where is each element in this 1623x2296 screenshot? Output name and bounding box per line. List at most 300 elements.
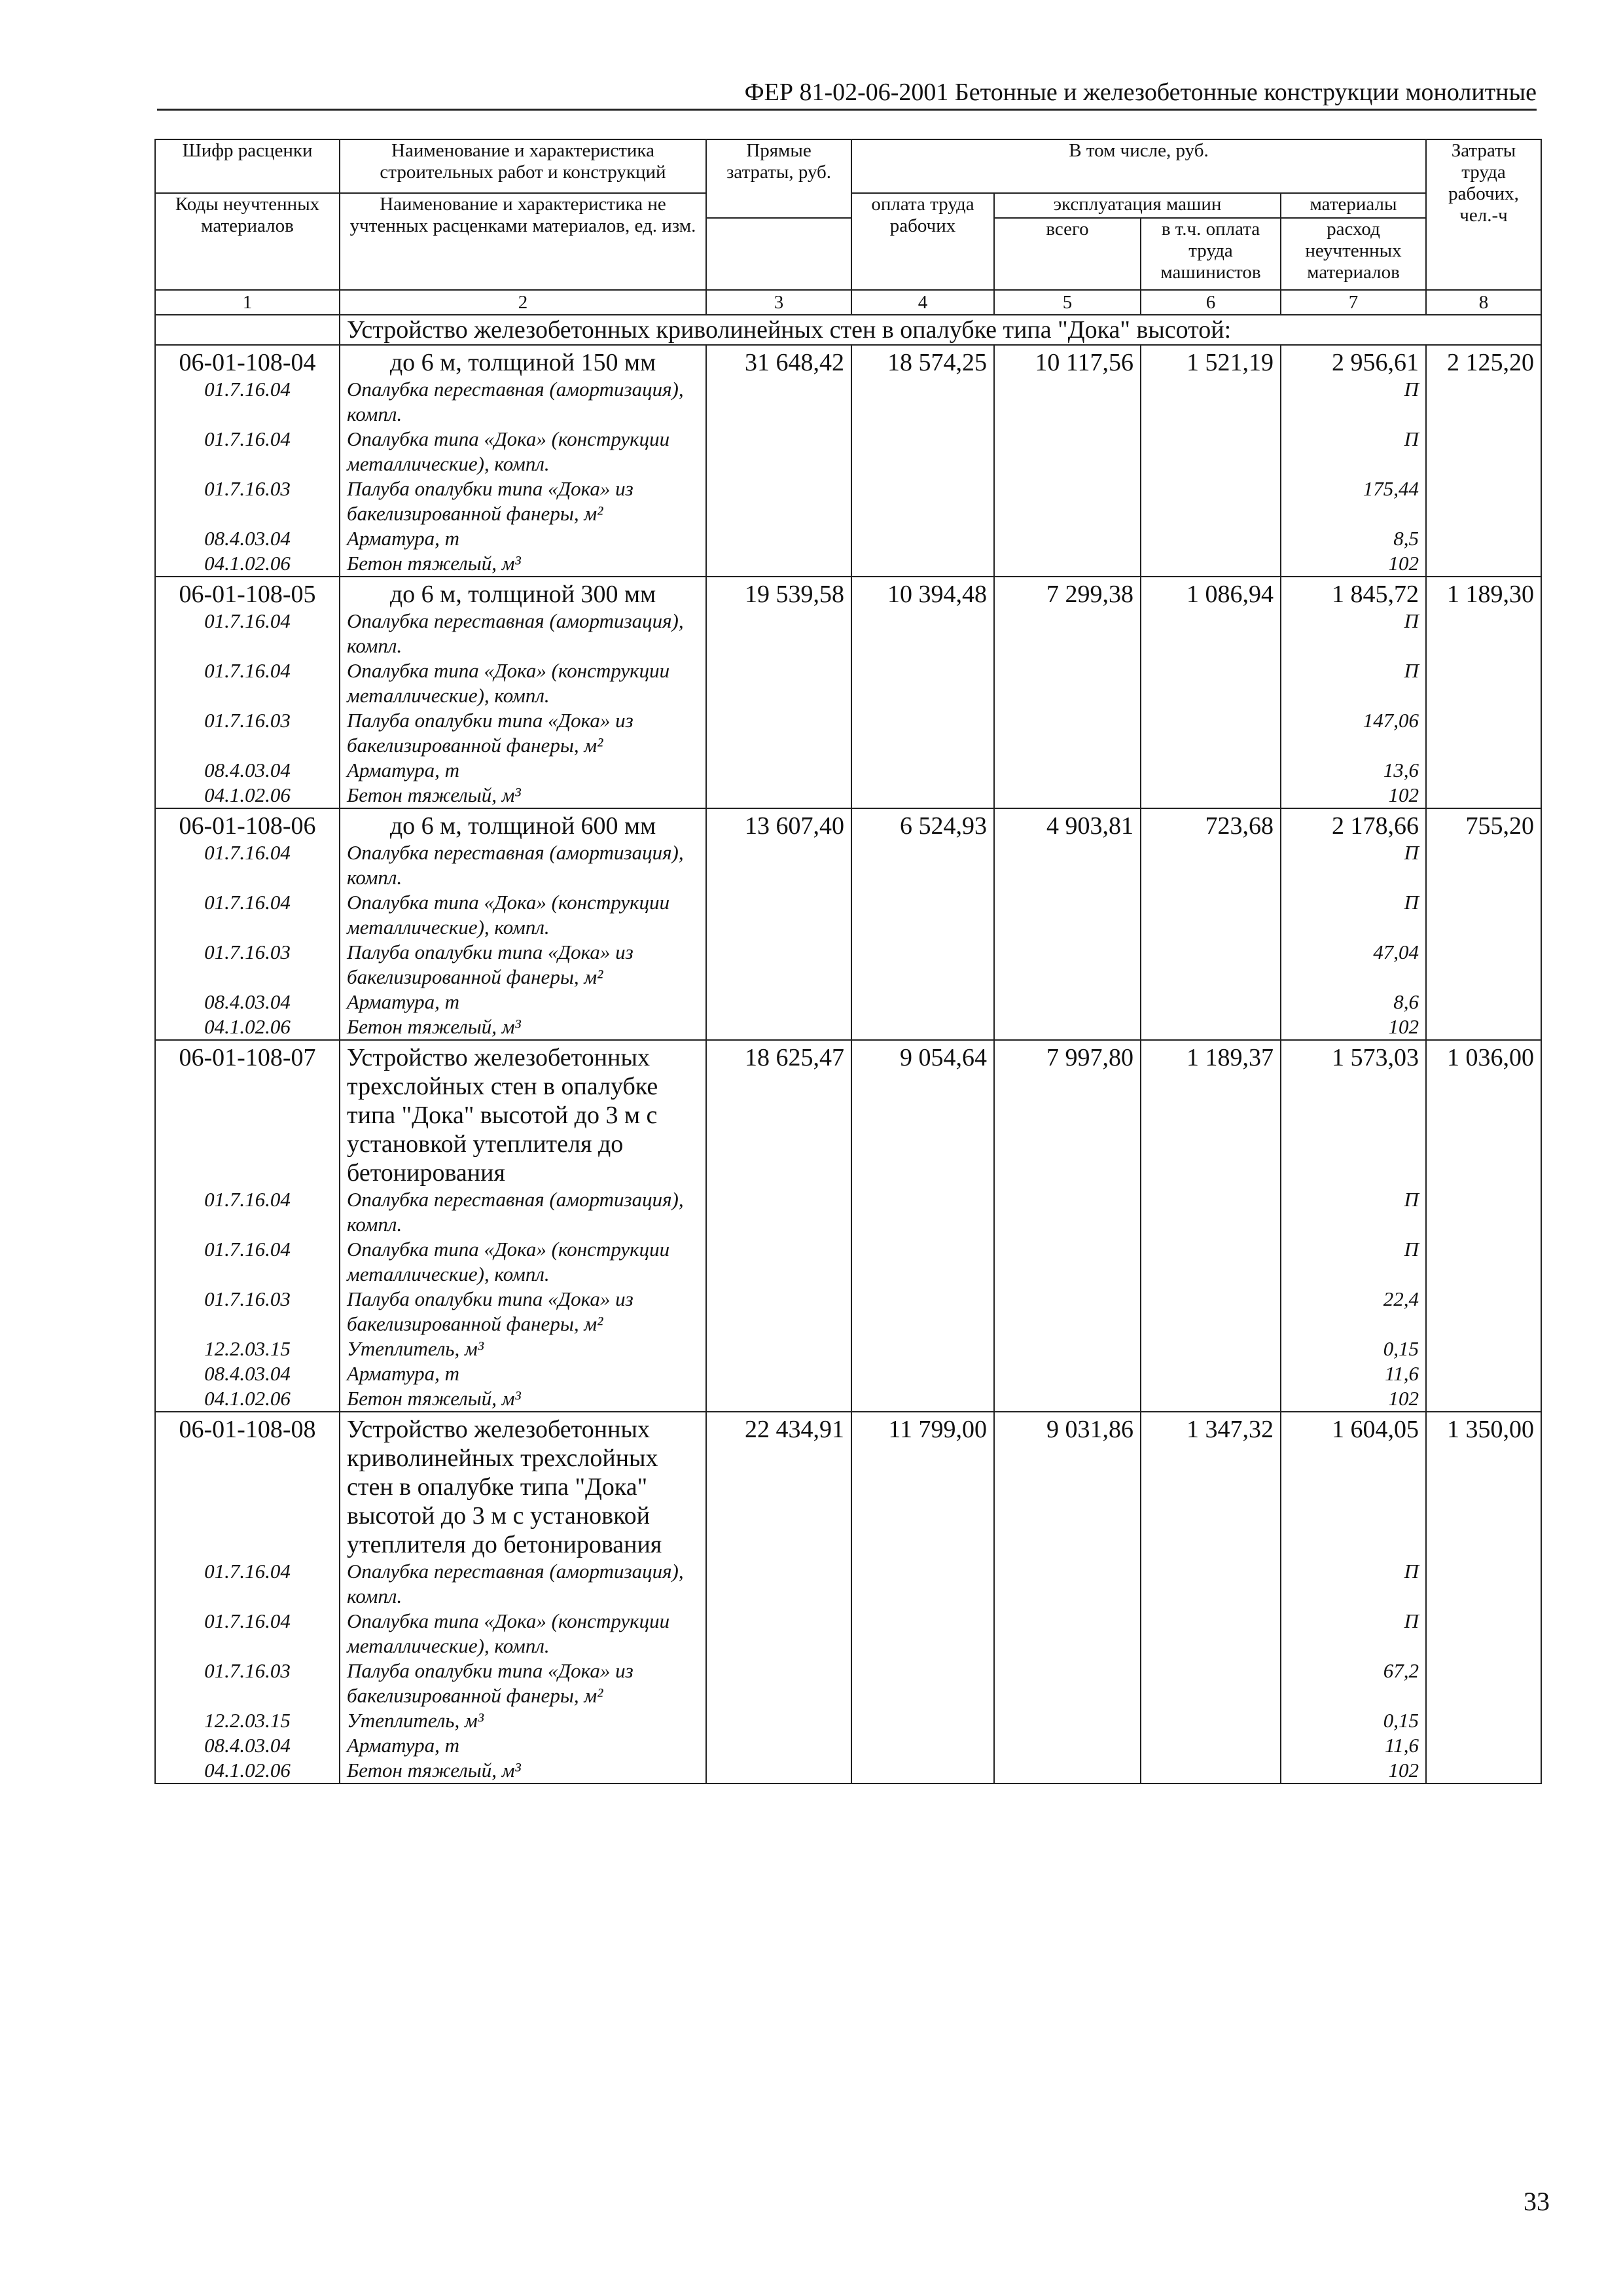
- empty-cell: [851, 1361, 994, 1386]
- material-row: [155, 658, 1541, 708]
- empty-cell: [1426, 990, 1541, 1014]
- material-row: [155, 526, 1541, 551]
- empty-cell: [706, 1708, 851, 1733]
- empty-cell: [1426, 1386, 1541, 1412]
- column-number: 1: [155, 290, 340, 315]
- rate-labor-pay: 11 799,00: [851, 1412, 994, 1559]
- material-row: [155, 551, 1541, 577]
- material-consumption: 22,4: [1281, 1287, 1426, 1336]
- material-code: 01.7.16.03: [155, 476, 340, 526]
- material-name: Палуба опалубки типа «Дока» из бакелизированной фанеры, м²: [340, 940, 706, 990]
- material-consumption: 11,6: [1281, 1361, 1426, 1386]
- material-row: [155, 783, 1541, 808]
- material-row: [155, 758, 1541, 783]
- empty-cell: [994, 1336, 1141, 1361]
- material-code: 08.4.03.04: [155, 990, 340, 1014]
- header-direct-spacer: [706, 218, 851, 290]
- material-consumption: П: [1281, 1187, 1426, 1237]
- empty-cell: [994, 476, 1141, 526]
- header-materials-group: материалы: [1281, 193, 1426, 218]
- empty-cell: [1141, 1758, 1281, 1784]
- empty-cell: [1141, 427, 1281, 476]
- material-consumption: П: [1281, 1609, 1426, 1659]
- empty-cell: [851, 940, 994, 990]
- empty-cell: [706, 1386, 851, 1412]
- material-consumption: П: [1281, 658, 1426, 708]
- empty-cell: [1426, 1609, 1541, 1659]
- empty-cell: [706, 1336, 851, 1361]
- rate-labor-hours: 2 125,20: [1426, 345, 1541, 377]
- material-row: [155, 1361, 1541, 1386]
- empty-cell: [1426, 890, 1541, 940]
- empty-cell: [851, 708, 994, 758]
- empty-cell: [994, 526, 1141, 551]
- material-code: 04.1.02.06: [155, 551, 340, 577]
- empty-cell: [706, 1237, 851, 1287]
- empty-cell: [1426, 1336, 1541, 1361]
- material-name: Арматура, т: [340, 526, 706, 551]
- material-name: Бетон тяжелый, м³: [340, 551, 706, 577]
- empty-cell: [1141, 658, 1281, 708]
- material-consumption: 175,44: [1281, 476, 1426, 526]
- material-row: [155, 476, 1541, 526]
- rate-materials: 2 956,61: [1281, 345, 1426, 377]
- material-name: Бетон тяжелый, м³: [340, 1758, 706, 1784]
- material-row: [155, 1758, 1541, 1784]
- material-consumption: 47,04: [1281, 940, 1426, 990]
- empty-cell: [851, 377, 994, 427]
- rate-name: до 6 м, толщиной 150 мм: [340, 345, 706, 377]
- empty-cell: [1141, 476, 1281, 526]
- empty-cell: [1426, 783, 1541, 808]
- column-number: 3: [706, 290, 851, 315]
- rate-machinist-pay: 1 521,19: [1141, 345, 1281, 377]
- empty-cell: [706, 551, 851, 577]
- material-code: 04.1.02.06: [155, 1386, 340, 1412]
- material-code: 01.7.16.04: [155, 1609, 340, 1659]
- empty-cell: [706, 1014, 851, 1040]
- material-row: [155, 1609, 1541, 1659]
- empty-cell: [706, 1733, 851, 1758]
- material-consumption: П: [1281, 1559, 1426, 1609]
- empty-cell: [994, 1609, 1141, 1659]
- material-consumption: 11,6: [1281, 1733, 1426, 1758]
- empty-cell: [851, 1187, 994, 1237]
- empty-cell: [994, 783, 1141, 808]
- rate-name: до 6 м, толщиной 300 мм: [340, 577, 706, 609]
- empty-cell: [851, 658, 994, 708]
- rate-row: [155, 577, 1541, 609]
- material-code: 01.7.16.04: [155, 840, 340, 890]
- column-number: 2: [340, 290, 706, 315]
- header-rate-code: Шифр расценки: [155, 139, 340, 193]
- material-name: Бетон тяжелый, м³: [340, 1386, 706, 1412]
- empty-cell: [706, 1361, 851, 1386]
- material-consumption: 8,5: [1281, 526, 1426, 551]
- empty-cell: [994, 658, 1141, 708]
- material-name: Арматура, т: [340, 990, 706, 1014]
- empty-cell: [994, 1733, 1141, 1758]
- empty-cell: [706, 476, 851, 526]
- empty-cell: [1426, 1733, 1541, 1758]
- header-material-consumption: расход неучтенных материалов: [1281, 218, 1426, 290]
- material-name: Опалубка переставная (амортизация), компл.: [340, 1559, 706, 1609]
- material-code: 01.7.16.03: [155, 1659, 340, 1708]
- material-row: [155, 427, 1541, 476]
- material-code: 08.4.03.04: [155, 758, 340, 783]
- material-code: 01.7.16.03: [155, 940, 340, 990]
- material-row: [155, 890, 1541, 940]
- empty-cell: [1426, 1758, 1541, 1784]
- empty-cell: [1426, 940, 1541, 990]
- material-code: 01.7.16.04: [155, 1559, 340, 1609]
- empty-cell: [1141, 1336, 1281, 1361]
- column-number-row: [155, 290, 1541, 315]
- material-code: 01.7.16.04: [155, 427, 340, 476]
- empty-cell: [994, 1708, 1141, 1733]
- material-name: Опалубка типа «Дока» (конструкции металлические), компл.: [340, 1609, 706, 1659]
- empty-cell: [706, 1758, 851, 1784]
- empty-cell: [994, 708, 1141, 758]
- material-code: 01.7.16.04: [155, 890, 340, 940]
- empty-cell: [706, 940, 851, 990]
- empty-cell: [851, 526, 994, 551]
- empty-cell: [994, 1014, 1141, 1040]
- material-name: Опалубка переставная (амортизация), компл.: [340, 609, 706, 658]
- empty-cell: [1141, 1559, 1281, 1609]
- material-consumption: П: [1281, 1237, 1426, 1287]
- empty-cell: [994, 1659, 1141, 1708]
- section-title-spacer: [155, 315, 340, 345]
- rate-labor-pay: 10 394,48: [851, 577, 994, 609]
- empty-cell: [851, 1733, 994, 1758]
- empty-cell: [851, 427, 994, 476]
- empty-cell: [706, 758, 851, 783]
- material-code: 01.7.16.03: [155, 708, 340, 758]
- material-name: Опалубка переставная (амортизация), компл.: [340, 377, 706, 427]
- header-machinist-pay: в т.ч. оплата труда машинистов: [1141, 218, 1281, 290]
- material-name: Палуба опалубки типа «Дока» из бакелизированной фанеры, м²: [340, 476, 706, 526]
- material-name: Утеплитель, м³: [340, 1708, 706, 1733]
- material-row: [155, 708, 1541, 758]
- header-work-name: Наименование и характеристика строительных работ и конструкций: [340, 139, 706, 193]
- empty-cell: [1141, 1659, 1281, 1708]
- empty-cell: [994, 1187, 1141, 1237]
- column-number: 6: [1141, 290, 1281, 315]
- empty-cell: [706, 1659, 851, 1708]
- rate-labor-pay: 6 524,93: [851, 808, 994, 840]
- material-name: Опалубка переставная (амортизация), компл.: [340, 1187, 706, 1237]
- empty-cell: [994, 1361, 1141, 1386]
- material-row: [155, 1559, 1541, 1609]
- rate-machines-total: 7 299,38: [994, 577, 1141, 609]
- material-consumption: 8,6: [1281, 990, 1426, 1014]
- empty-cell: [1141, 1287, 1281, 1336]
- page-number: 33: [1524, 2187, 1550, 2216]
- material-code: 04.1.02.06: [155, 1014, 340, 1040]
- empty-cell: [1141, 1237, 1281, 1287]
- material-row: [155, 609, 1541, 658]
- empty-cell: [1426, 551, 1541, 577]
- column-number: 4: [851, 290, 994, 315]
- rate-machines-total: 9 031,86: [994, 1412, 1141, 1559]
- empty-cell: [851, 1336, 994, 1361]
- material-name: Палуба опалубки типа «Дока» из бакелизированной фанеры, м²: [340, 1287, 706, 1336]
- empty-cell: [851, 783, 994, 808]
- material-name: Утеплитель, м³: [340, 1336, 706, 1361]
- material-name: Арматура, т: [340, 758, 706, 783]
- empty-cell: [1141, 1361, 1281, 1386]
- empty-cell: [706, 1609, 851, 1659]
- material-row: [155, 1733, 1541, 1758]
- rate-machinist-pay: 1 189,37: [1141, 1040, 1281, 1187]
- material-consumption: П: [1281, 427, 1426, 476]
- empty-cell: [994, 940, 1141, 990]
- empty-cell: [994, 551, 1141, 577]
- empty-cell: [706, 377, 851, 427]
- empty-cell: [851, 1659, 994, 1708]
- empty-cell: [1141, 609, 1281, 658]
- rate-machines-total: 7 997,80: [994, 1040, 1141, 1187]
- empty-cell: [1141, 840, 1281, 890]
- empty-cell: [1141, 1708, 1281, 1733]
- empty-cell: [1426, 658, 1541, 708]
- material-code: 01.7.16.04: [155, 377, 340, 427]
- material-consumption: 147,06: [1281, 708, 1426, 758]
- empty-cell: [1141, 1014, 1281, 1040]
- header-machines-group: эксплуатация машин: [994, 193, 1281, 218]
- empty-cell: [706, 526, 851, 551]
- empty-cell: [1141, 1609, 1281, 1659]
- empty-cell: [994, 1559, 1141, 1609]
- rate-materials: 1 573,03: [1281, 1040, 1426, 1187]
- empty-cell: [706, 840, 851, 890]
- material-code: 01.7.16.03: [155, 1287, 340, 1336]
- rate-code: 06-01-108-05: [155, 577, 340, 609]
- empty-cell: [851, 476, 994, 526]
- rate-machinist-pay: 1 347,32: [1141, 1412, 1281, 1559]
- header-labor-hours: Затраты труда рабочих, чел.-ч: [1426, 139, 1541, 290]
- header-machines-total: всего: [994, 218, 1141, 290]
- rate-labor-hours: 1 189,30: [1426, 577, 1541, 609]
- empty-cell: [994, 758, 1141, 783]
- rate-name: до 6 м, толщиной 600 мм: [340, 808, 706, 840]
- rate-machinist-pay: 1 086,94: [1141, 577, 1281, 609]
- empty-cell: [851, 1386, 994, 1412]
- empty-cell: [1426, 708, 1541, 758]
- material-row: [155, 1237, 1541, 1287]
- empty-cell: [706, 427, 851, 476]
- material-row: [155, 1659, 1541, 1708]
- material-row: [155, 377, 1541, 427]
- material-name: Опалубка типа «Дока» (конструкции металлические), компл.: [340, 658, 706, 708]
- rate-direct-costs: 13 607,40: [706, 808, 851, 840]
- rate-labor-hours: 1 036,00: [1426, 1040, 1541, 1187]
- empty-cell: [1426, 476, 1541, 526]
- rate-code: 06-01-108-04: [155, 345, 340, 377]
- material-row: [155, 990, 1541, 1014]
- header-material-codes: Коды неучтенных материалов: [155, 193, 340, 290]
- material-code: 12.2.03.15: [155, 1336, 340, 1361]
- rate-name: Устройство железобетонных криволинейных трехслойных стен в опалубке типа "Дока" высотой до 3 м с установкой утеплителя до бетонирования: [340, 1412, 706, 1559]
- empty-cell: [994, 990, 1141, 1014]
- rate-code: 06-01-108-07: [155, 1040, 340, 1187]
- material-name: Палуба опалубки типа «Дока» из бакелизированной фанеры, м²: [340, 708, 706, 758]
- empty-cell: [851, 1287, 994, 1336]
- material-name: Палуба опалубки типа «Дока» из бакелизированной фанеры, м²: [340, 1659, 706, 1708]
- rate-row: [155, 1412, 1541, 1559]
- empty-cell: [1141, 1187, 1281, 1237]
- material-consumption: П: [1281, 609, 1426, 658]
- material-row: [155, 1386, 1541, 1412]
- empty-cell: [1141, 783, 1281, 808]
- column-number: 8: [1426, 290, 1541, 315]
- material-name: Бетон тяжелый, м³: [340, 1014, 706, 1040]
- material-consumption: 102: [1281, 1014, 1426, 1040]
- empty-cell: [1426, 1014, 1541, 1040]
- empty-cell: [994, 1287, 1141, 1336]
- rate-name: Устройство железобетонных трехслойных стен в опалубке типа "Дока" высотой до 3 м с установкой утеплителя до бетонирования: [340, 1040, 706, 1187]
- material-code: 01.7.16.04: [155, 1237, 340, 1287]
- rate-row: [155, 345, 1541, 377]
- material-consumption: 102: [1281, 783, 1426, 808]
- material-consumption: 0,15: [1281, 1708, 1426, 1733]
- material-name: Опалубка переставная (амортизация), компл.: [340, 840, 706, 890]
- empty-cell: [1141, 990, 1281, 1014]
- rates-table: [154, 139, 1542, 1784]
- empty-cell: [994, 1386, 1141, 1412]
- empty-cell: [1426, 1708, 1541, 1733]
- material-consumption: П: [1281, 840, 1426, 890]
- empty-cell: [851, 758, 994, 783]
- empty-cell: [851, 1609, 994, 1659]
- material-row: [155, 1287, 1541, 1336]
- rate-machinist-pay: 723,68: [1141, 808, 1281, 840]
- material-row: [155, 1187, 1541, 1237]
- material-row: [155, 940, 1541, 990]
- empty-cell: [706, 783, 851, 808]
- empty-cell: [1141, 890, 1281, 940]
- material-name: Опалубка типа «Дока» (конструкции металлические), компл.: [340, 427, 706, 476]
- column-number: 5: [994, 290, 1141, 315]
- empty-cell: [1426, 377, 1541, 427]
- material-consumption: 67,2: [1281, 1659, 1426, 1708]
- rate-labor-pay: 18 574,25: [851, 345, 994, 377]
- empty-cell: [1426, 1187, 1541, 1237]
- rate-materials: 2 178,66: [1281, 808, 1426, 840]
- material-code: 08.4.03.04: [155, 1361, 340, 1386]
- empty-cell: [994, 377, 1141, 427]
- material-row: [155, 840, 1541, 890]
- empty-cell: [994, 1758, 1141, 1784]
- material-row: [155, 1336, 1541, 1361]
- empty-cell: [851, 609, 994, 658]
- rate-direct-costs: 31 648,42: [706, 345, 851, 377]
- empty-cell: [1426, 758, 1541, 783]
- section-title: Устройство железобетонных криволинейных стен в опалубке типа "Дока" высотой:: [340, 315, 1541, 345]
- material-consumption: 102: [1281, 551, 1426, 577]
- empty-cell: [706, 658, 851, 708]
- rate-labor-pay: 9 054,64: [851, 1040, 994, 1187]
- rate-machines-total: 4 903,81: [994, 808, 1141, 840]
- empty-cell: [1426, 1559, 1541, 1609]
- material-consumption: П: [1281, 890, 1426, 940]
- section-title-row: [155, 315, 1541, 345]
- empty-cell: [994, 1237, 1141, 1287]
- material-code: 01.7.16.04: [155, 658, 340, 708]
- material-code: 04.1.02.06: [155, 783, 340, 808]
- empty-cell: [1426, 1287, 1541, 1336]
- empty-cell: [851, 1708, 994, 1733]
- empty-cell: [851, 1758, 994, 1784]
- rate-code: 06-01-108-06: [155, 808, 340, 840]
- empty-cell: [851, 551, 994, 577]
- empty-cell: [1141, 758, 1281, 783]
- rate-row: [155, 808, 1541, 840]
- material-code: 01.7.16.04: [155, 609, 340, 658]
- page-header: ФЕР 81-02-06-2001 Бетонные и железобетонные конструкции монолитные: [744, 79, 1537, 106]
- material-row: [155, 1014, 1541, 1040]
- header-material-names: Наименование и характеристика не учтенных расценками материалов, ед. изм.: [340, 193, 706, 290]
- header-direct-costs: Прямые затраты, руб.: [706, 139, 851, 218]
- empty-cell: [1426, 427, 1541, 476]
- material-name: Бетон тяжелый, м³: [340, 783, 706, 808]
- empty-cell: [1141, 551, 1281, 577]
- empty-cell: [706, 990, 851, 1014]
- material-name: Арматура, т: [340, 1361, 706, 1386]
- empty-cell: [851, 990, 994, 1014]
- empty-cell: [851, 840, 994, 890]
- rate-materials: 1 845,72: [1281, 577, 1426, 609]
- empty-cell: [1426, 609, 1541, 658]
- empty-cell: [706, 1559, 851, 1609]
- material-consumption: П: [1281, 377, 1426, 427]
- empty-cell: [706, 609, 851, 658]
- empty-cell: [1141, 708, 1281, 758]
- column-number: 7: [1281, 290, 1426, 315]
- empty-cell: [851, 1559, 994, 1609]
- rate-code: 06-01-108-08: [155, 1412, 340, 1559]
- rate-labor-hours: 755,20: [1426, 808, 1541, 840]
- material-consumption: 102: [1281, 1386, 1426, 1412]
- empty-cell: [994, 427, 1141, 476]
- empty-cell: [1141, 526, 1281, 551]
- empty-cell: [1426, 1361, 1541, 1386]
- material-code: 04.1.02.06: [155, 1758, 340, 1784]
- empty-cell: [851, 1237, 994, 1287]
- material-code: 12.2.03.15: [155, 1708, 340, 1733]
- material-name: Арматура, т: [340, 1733, 706, 1758]
- header-rule: [157, 109, 1537, 111]
- empty-cell: [1426, 1659, 1541, 1708]
- empty-cell: [994, 890, 1141, 940]
- material-code: 08.4.03.04: [155, 526, 340, 551]
- empty-cell: [851, 1014, 994, 1040]
- empty-cell: [1426, 526, 1541, 551]
- rate-direct-costs: 19 539,58: [706, 577, 851, 609]
- empty-cell: [994, 840, 1141, 890]
- empty-cell: [851, 890, 994, 940]
- material-code: 08.4.03.04: [155, 1733, 340, 1758]
- empty-cell: [1141, 377, 1281, 427]
- empty-cell: [1426, 1237, 1541, 1287]
- empty-cell: [706, 1187, 851, 1237]
- material-name: Опалубка типа «Дока» (конструкции металлические), компл.: [340, 890, 706, 940]
- empty-cell: [1426, 840, 1541, 890]
- material-consumption: 0,15: [1281, 1336, 1426, 1361]
- rate-direct-costs: 18 625,47: [706, 1040, 851, 1187]
- rate-labor-hours: 1 350,00: [1426, 1412, 1541, 1559]
